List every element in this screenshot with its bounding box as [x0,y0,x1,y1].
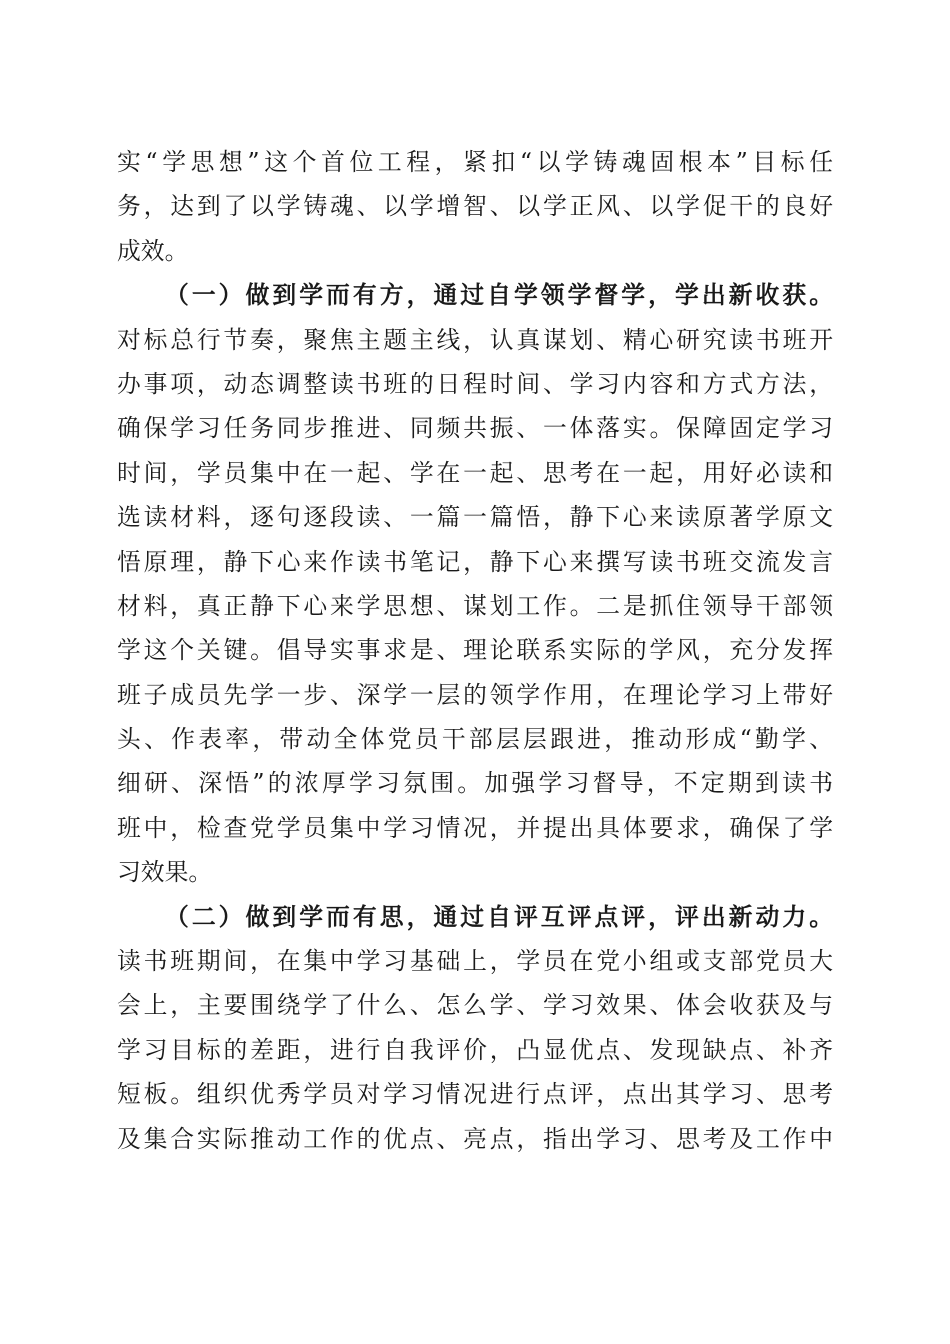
text-line: 成效。 [117,236,189,265]
document-body [117,140,833,1161]
section-two [117,895,833,1161]
section-two-heading: （二）做到学而有思，通过自评互评点评，评出新动力。 [165,902,833,931]
text-line: 短板。组织优秀学员对学习情况进行点评，点出其学习、思考 [117,1080,833,1109]
text-line: 对标总行节奏，聚焦主题主线，认真谋划、精心研究读书班开 [117,325,833,354]
text-line: 学这个关键。倡导实事求是、理论联系实际的学风，充分发挥 [117,636,833,665]
text-line: 务，达到了以学铸魂、以学增智、以学正风、以学促干的良好 [117,192,833,221]
paragraph-intro [117,140,833,273]
text-line: 悟原理，静下心来作读书笔记，静下心来撰写读书班交流发言 [117,547,833,576]
text-line: 选读材料，逐句逐段读、一篇一篇悟，静下心来读原著学原文 [117,503,833,532]
text-line: 及集合实际推动工作的优点、亮点，指出学习、思考及工作中 [117,1124,833,1153]
text-line: 班子成员先学一步、深学一层的领学作用，在理论学习上带好 [117,680,833,709]
text-line: 读书班期间，在集中学习基础上，学员在党小组或支部党员大 [117,947,833,976]
section-one-heading: （一）做到学而有方，通过自学领学督学，学出新收获。 [165,281,833,310]
text-line: 材料，真正静下心来学思想、谋划工作。二是抓住领导干部领 [117,591,833,620]
text-line: 学习目标的差距，进行自我评价，凸显优点、发现缺点、补齐 [117,1035,833,1064]
text-line: 头、作表率，带动全体党员干部层层跟进，推动形成“勤学、 [117,725,833,754]
text-line: 细研、深悟”的浓厚学习氛围。加强学习督导，不定期到读书 [117,769,833,798]
section-one [117,273,833,894]
text-line: 时间，学员集中在一起、学在一起、思考在一起，用好必读和 [117,458,833,487]
text-line: 实“学思想”这个首位工程，紧扣“以学铸魂固根本”目标任 [117,148,833,176]
text-line: 确保学习任务同步推进、同频共振、一体落实。保障固定学习 [117,414,833,443]
text-line: 班中，检查党学员集中学习情况，并提出具体要求，确保了学 [117,813,833,842]
text-line: 会上，主要围绕学了什么、怎么学、学习效果、体会收获及与 [117,991,833,1020]
text-line: 办事项，动态调整读书班的日程时间、学习内容和方式方法， [117,369,833,398]
text-line: 习效果。 [117,858,213,887]
